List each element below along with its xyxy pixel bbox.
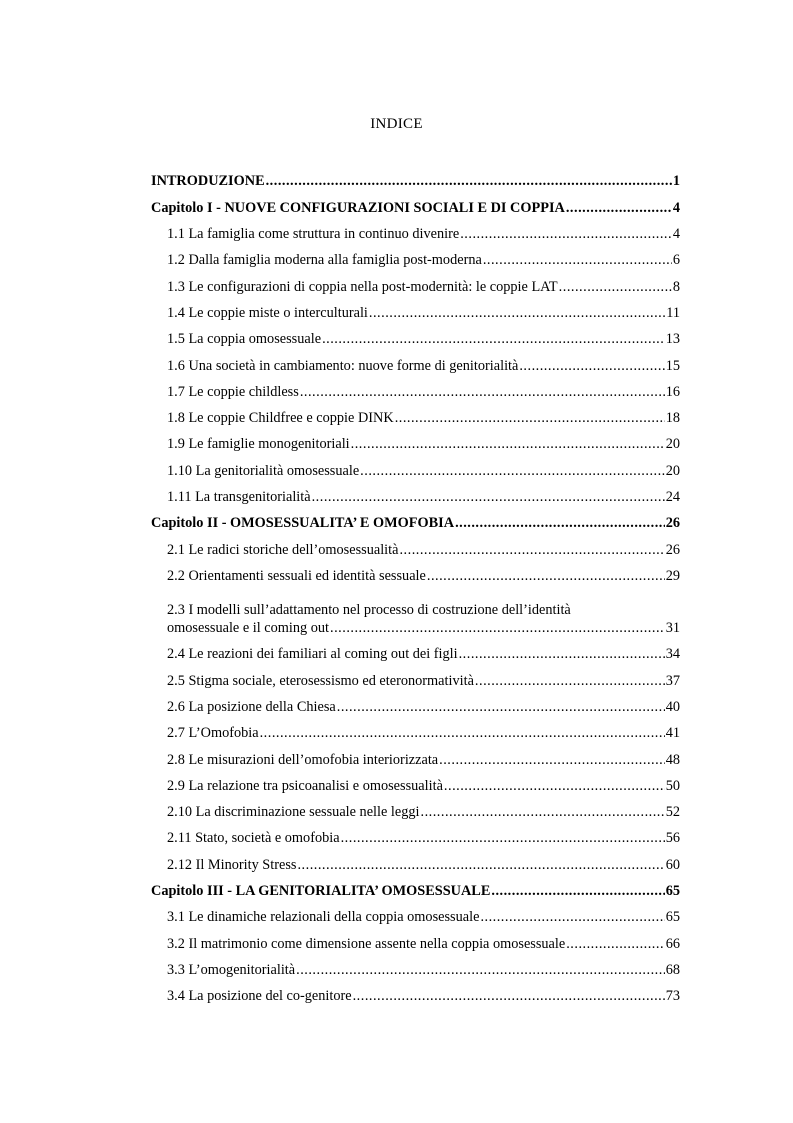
toc-section-entry[interactable] [151, 663, 680, 689]
toc-section-entry[interactable] [151, 953, 680, 979]
toc-section-entry[interactable] [151, 847, 680, 873]
toc-page-number: 52 [665, 804, 680, 821]
toc-page-number: 48 [665, 751, 680, 768]
toc-page-number: 8 [672, 278, 680, 295]
toc-entry-label: 1.10 La genitorialità omosessuale [167, 462, 360, 479]
toc-entry-label: 1.1 La famiglia come struttura in continuo divenire [167, 226, 460, 243]
toc-leader-dots [399, 542, 664, 559]
table-of-contents [151, 164, 680, 1005]
toc-leader-dots [460, 226, 672, 243]
toc-entry-label: Capitolo III - LA GENITORIALITA’ OMOSESSUALE [151, 883, 491, 900]
toc-leader-dots [566, 936, 664, 953]
toc-leader-dots [455, 515, 665, 532]
toc-chapter-entry[interactable] [151, 506, 680, 532]
toc-page-number: 34 [665, 646, 680, 663]
toc-entry-label: 1.5 La coppia omosessuale [167, 331, 322, 348]
toc-section-entry[interactable] [151, 742, 680, 768]
toc-entry-label: 1.9 Le famiglie monogenitoriali [167, 436, 350, 453]
toc-section-entry[interactable] [151, 769, 680, 795]
toc-section-entry[interactable] [151, 453, 680, 479]
toc-section-entry[interactable] [151, 269, 680, 295]
toc-page-number: 6 [672, 252, 680, 269]
toc-chapter-entry[interactable] [151, 874, 680, 900]
toc-entry-label: 2.9 La relazione tra psicoanalisi e omosessualità [167, 777, 443, 794]
toc-leader-dots [395, 410, 665, 427]
toc-leader-dots [559, 279, 672, 296]
toc-section-entry[interactable] [151, 585, 680, 637]
toc-leader-dots [260, 725, 665, 742]
toc-page-number: 56 [665, 830, 680, 847]
toc-entry-label: Capitolo I - NUOVE CONFIGURAZIONI SOCIALI E DI COPPIA [151, 199, 565, 216]
toc-section-entry[interactable] [151, 217, 680, 243]
toc-page-number: 20 [665, 436, 680, 453]
page-title: INDICE [370, 116, 423, 132]
toc-entry-label: 2.1 Le radici storiche dell’omosessualità [167, 541, 399, 558]
toc-chapter-entry[interactable] [151, 164, 680, 190]
toc-page-number: 18 [665, 410, 680, 427]
toc-leader-dots [491, 883, 664, 900]
toc-leader-dots [300, 384, 665, 401]
toc-section-entry[interactable] [151, 427, 680, 453]
toc-page-number: 65 [665, 909, 680, 926]
toc-leader-dots [330, 620, 665, 637]
toc-entry-label: 2.6 La posizione della Chiesa [167, 698, 336, 715]
toc-entry-label: 2.10 La discriminazione sessuale nelle leggi [167, 804, 420, 821]
toc-leader-dots [296, 962, 665, 979]
toc-section-entry[interactable] [151, 821, 680, 847]
toc-section-entry[interactable] [151, 296, 680, 322]
toc-leader-dots [297, 857, 664, 874]
toc-chapter-entry[interactable] [151, 190, 680, 216]
toc-entry-label: 1.6 Una società in cambiamento: nuove forme di genitorialità [167, 357, 519, 374]
toc-page-number: 11 [666, 304, 680, 321]
toc-entry-label: 2.3 I modelli sull’adattamento nel processo di costruzione dell’identità [167, 602, 571, 619]
toc-entry-label: 2.2 Orientamenti sessuali ed identità sessuale [167, 568, 426, 585]
toc-section-entry[interactable] [151, 322, 680, 348]
toc-section-entry[interactable] [151, 401, 680, 427]
toc-entry-label: 1.8 Le coppie Childfree e coppie DINK [167, 410, 394, 427]
toc-leader-dots [439, 752, 665, 769]
toc-leader-dots [421, 804, 665, 821]
toc-leader-dots [475, 673, 665, 690]
toc-entry-label: 2.8 Le misurazioni dell’omofobia interiorizzata [167, 751, 439, 768]
toc-leader-dots [341, 830, 665, 847]
toc-page-number: 65 [665, 883, 680, 900]
toc-section-entry[interactable] [151, 690, 680, 716]
toc-entry-label: 1.2 Dalla famiglia moderna alla famiglia post-moderna [167, 252, 482, 269]
toc-page-number: 66 [665, 935, 680, 952]
toc-leader-dots [266, 173, 672, 190]
toc-section-entry[interactable] [151, 926, 680, 952]
toc-entry-label: INTRODUZIONE [151, 173, 265, 190]
toc-page-number: 4 [672, 226, 680, 243]
toc-section-entry[interactable] [151, 480, 680, 506]
toc-leader-dots [566, 200, 672, 217]
toc-entry-label: Capitolo II - OMOSESSUALITA’ E OMOFOBIA [151, 515, 455, 532]
toc-leader-dots [312, 489, 665, 506]
toc-leader-dots [360, 463, 665, 480]
toc-entry-label: 2.5 Stigma sociale, eterosessismo ed eteronormatività [167, 672, 474, 689]
toc-section-entry[interactable] [151, 559, 680, 585]
toc-entry-label: 1.7 Le coppie childless [167, 383, 299, 400]
toc-page-number: 24 [665, 489, 680, 506]
toc-entry-label: 1.4 Le coppie miste o interculturali [167, 304, 368, 321]
toc-page-number: 15 [665, 357, 680, 374]
toc-page-number: 20 [665, 462, 680, 479]
toc-section-entry[interactable] [151, 532, 680, 558]
toc-leader-dots [483, 252, 672, 269]
toc-section-entry[interactable] [151, 716, 680, 742]
toc-leader-dots [337, 699, 665, 716]
toc-page-number: 37 [665, 672, 680, 689]
toc-entry-label: 2.12 Il Minority Stress [167, 856, 297, 873]
toc-page-number: 13 [665, 331, 680, 348]
toc-page-number: 60 [665, 856, 680, 873]
toc-entry-label: 3.4 La posizione del co-genitore [167, 988, 352, 1005]
toc-entry-label-continued: omosessuale e il coming out [167, 620, 330, 637]
toc-entry-label: 3.1 Le dinamiche relazionali della coppia omosessuale [167, 909, 480, 926]
toc-section-entry[interactable] [151, 795, 680, 821]
toc-leader-dots [519, 358, 664, 375]
toc-entry-label: 1.11 La transgenitorialità [167, 489, 311, 506]
toc-page-number: 16 [665, 383, 680, 400]
toc-entry-label: 2.4 Le reazioni dei familiari al coming out dei figli [167, 646, 458, 663]
toc-leader-dots [322, 331, 665, 348]
toc-leader-dots [459, 646, 665, 663]
toc-leader-dots [444, 778, 665, 795]
toc-section-entry[interactable] [151, 375, 680, 401]
toc-page-number: 73 [665, 988, 680, 1005]
toc-leader-dots [427, 568, 665, 585]
toc-section-entry[interactable] [151, 979, 680, 1005]
toc-page-number: 1 [672, 173, 680, 190]
toc-page-number: 26 [665, 541, 680, 558]
toc-page-number: 40 [665, 698, 680, 715]
toc-page-number: 26 [665, 515, 680, 532]
toc-section-entry[interactable] [151, 637, 680, 663]
toc-page-number: 41 [665, 725, 680, 742]
toc-section-entry[interactable] [151, 243, 680, 269]
toc-entry-label: 3.3 L’omogenitorialità [167, 961, 296, 978]
toc-page-number: 31 [665, 620, 680, 637]
toc-section-entry[interactable] [151, 900, 680, 926]
toc-leader-dots [480, 909, 664, 926]
toc-section-entry[interactable] [151, 348, 680, 374]
toc-page-number: 4 [672, 199, 680, 216]
toc-page-number: 68 [665, 961, 680, 978]
toc-entry-label: 3.2 Il matrimonio come dimensione assente nella coppia omosessuale [167, 935, 566, 952]
toc-entry-label: 2.11 Stato, società e omofobia [167, 830, 340, 847]
toc-page-number: 29 [665, 568, 680, 585]
toc-leader-dots [351, 436, 665, 453]
toc-page-number: 50 [665, 777, 680, 794]
toc-leader-dots [369, 305, 665, 322]
toc-leader-dots [353, 988, 665, 1005]
toc-entry-label: 1.3 Le configurazioni di coppia nella post-modernità: le coppie LAT [167, 278, 558, 295]
toc-entry-label: 2.7 L’Omofobia [167, 725, 259, 742]
